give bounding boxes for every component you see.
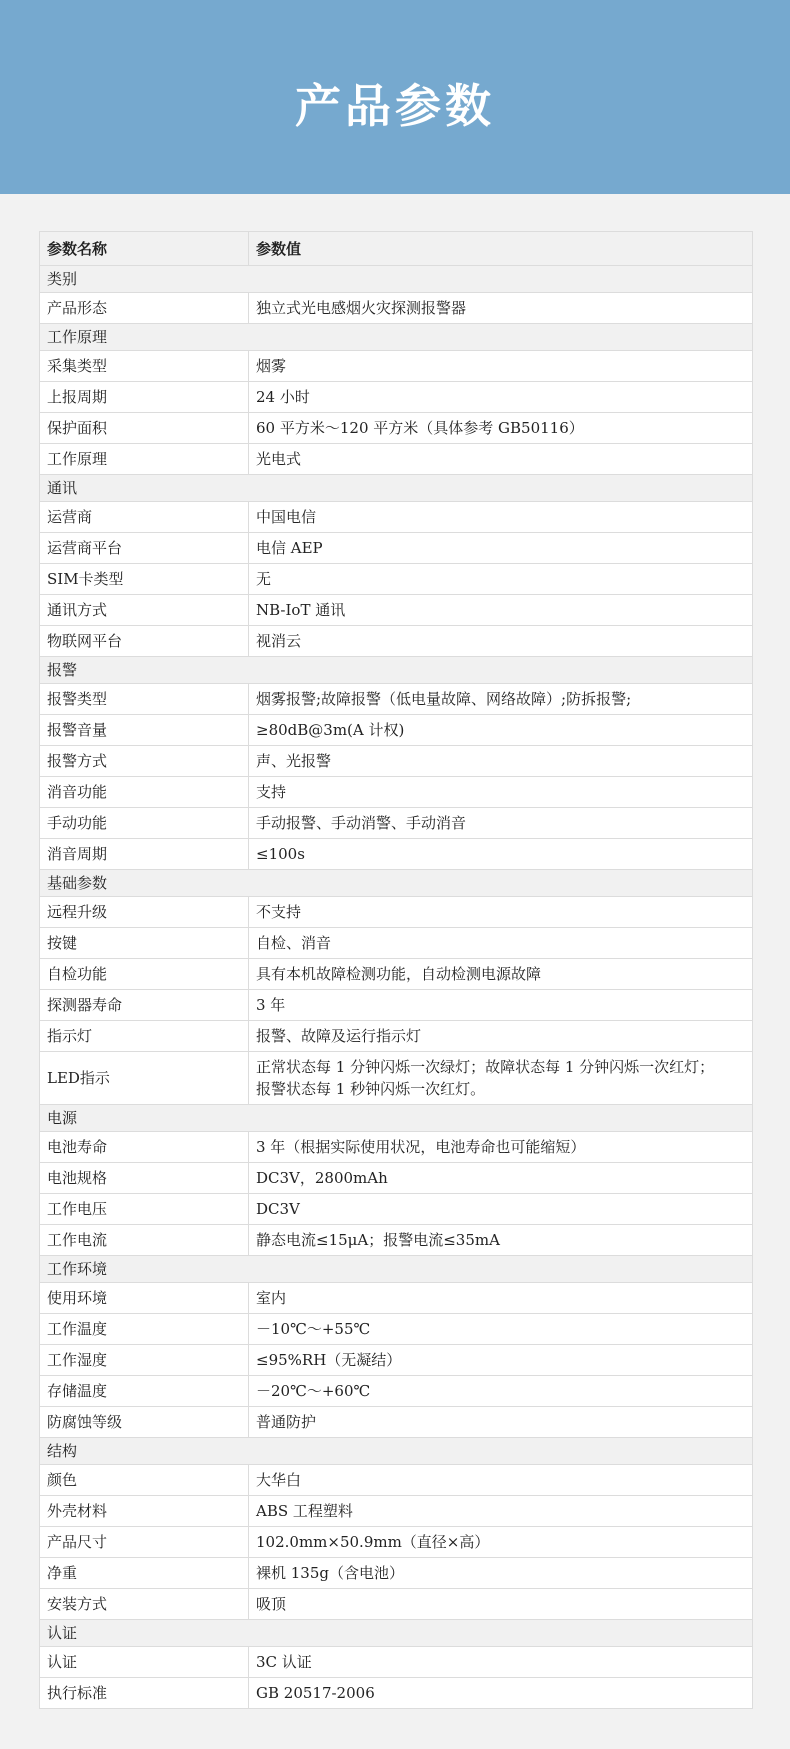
param-value: 静态电流≤15μA；报警电流≤35mA — [249, 1225, 753, 1256]
param-value: 大华白 — [249, 1465, 753, 1496]
param-name: 消音功能 — [40, 777, 249, 808]
table-row — [40, 839, 753, 870]
param-name: 存储温度 — [40, 1376, 249, 1407]
title-banner — [0, 0, 790, 194]
table-row — [40, 564, 753, 595]
table-row — [40, 928, 753, 959]
table-row — [40, 1283, 753, 1314]
param-name: 指示灯 — [40, 1021, 249, 1052]
param-value: GB 20517-2006 — [249, 1678, 753, 1709]
param-value: 手动报警、手动消警、手动消音 — [249, 808, 753, 839]
param-name: 运营商平台 — [40, 533, 249, 564]
param-name: 消音周期 — [40, 839, 249, 870]
param-name: 执行标准 — [40, 1678, 249, 1709]
param-value: ABS 工程塑料 — [249, 1496, 753, 1527]
param-value: 报警、故障及运行指示灯 — [249, 1021, 753, 1052]
param-name: 远程升级 — [40, 897, 249, 928]
section-label: 工作环境 — [40, 1256, 753, 1283]
section-row — [40, 657, 753, 684]
param-value: 60 平方米～120 平方米（具体参考 GB50116） — [249, 413, 753, 444]
table-row — [40, 502, 753, 533]
section-label: 基础参数 — [40, 870, 753, 897]
param-value: －10℃～+55℃ — [249, 1314, 753, 1345]
section-label: 结构 — [40, 1438, 753, 1465]
page-title: 产品参数 — [295, 79, 495, 133]
param-name: 采集类型 — [40, 351, 249, 382]
param-value: 独立式光电感烟火灾探测报警器 — [249, 293, 753, 324]
table-row — [40, 1678, 753, 1709]
param-name: 物联网平台 — [40, 626, 249, 657]
param-name: 工作温度 — [40, 1314, 249, 1345]
param-value: 不支持 — [249, 897, 753, 928]
param-value: ≤95%RH（无凝结） — [249, 1345, 753, 1376]
param-value: ≥80dB@3m(A 计权) — [249, 715, 753, 746]
param-value: 光电式 — [249, 444, 753, 475]
param-name: 使用环境 — [40, 1283, 249, 1314]
table-row — [40, 351, 753, 382]
table-row — [40, 715, 753, 746]
param-name: 工作原理 — [40, 444, 249, 475]
param-name: 自检功能 — [40, 959, 249, 990]
table-header-row — [40, 232, 753, 266]
table-row — [40, 1376, 753, 1407]
param-value: 3C 认证 — [249, 1647, 753, 1678]
param-value: 裸机 135g（含电池） — [249, 1558, 753, 1589]
section-row — [40, 1105, 753, 1132]
table-row — [40, 293, 753, 324]
param-value: 无 — [249, 564, 753, 595]
param-name: LED指示 — [40, 1052, 249, 1105]
param-value: －20℃～+60℃ — [249, 1376, 753, 1407]
param-name: 净重 — [40, 1558, 249, 1589]
param-name: 认证 — [40, 1647, 249, 1678]
param-name: 按键 — [40, 928, 249, 959]
param-value — [249, 1052, 753, 1105]
param-name: 通讯方式 — [40, 595, 249, 626]
table-row — [40, 808, 753, 839]
param-value: 中国电信 — [249, 502, 753, 533]
table-row — [40, 626, 753, 657]
param-value: 室内 — [249, 1283, 753, 1314]
param-name: 产品形态 — [40, 293, 249, 324]
param-value: 具有本机故障检测功能，自动检测电源故障 — [249, 959, 753, 990]
param-name: 产品尺寸 — [40, 1527, 249, 1558]
param-name: 探测器寿命 — [40, 990, 249, 1021]
param-value: 普通防护 — [249, 1407, 753, 1438]
table-row — [40, 1314, 753, 1345]
param-name: 报警方式 — [40, 746, 249, 777]
param-name: 手动功能 — [40, 808, 249, 839]
param-name: 保护面积 — [40, 413, 249, 444]
param-name: 报警类型 — [40, 684, 249, 715]
section-row — [40, 1256, 753, 1283]
table-row — [40, 595, 753, 626]
param-value: 自检、消音 — [249, 928, 753, 959]
param-name: 上报周期 — [40, 382, 249, 413]
table-row — [40, 1407, 753, 1438]
table-row — [40, 897, 753, 928]
params-table-container — [39, 231, 753, 1709]
header-param-name: 参数名称 — [40, 232, 249, 266]
params-table — [39, 231, 753, 1709]
param-value: 支持 — [249, 777, 753, 808]
param-name: 工作电压 — [40, 1194, 249, 1225]
section-label: 认证 — [40, 1620, 753, 1647]
param-value: 3 年 — [249, 990, 753, 1021]
section-label: 类别 — [40, 266, 753, 293]
table-row — [40, 684, 753, 715]
table-row — [40, 1021, 753, 1052]
param-name: 工作电流 — [40, 1225, 249, 1256]
param-value: DC3V — [249, 1194, 753, 1225]
table-row — [40, 1052, 753, 1105]
param-name: 电池规格 — [40, 1163, 249, 1194]
param-value: 102.0mm×50.9mm（直径×高） — [249, 1527, 753, 1558]
section-row — [40, 870, 753, 897]
table-row — [40, 1558, 753, 1589]
section-row — [40, 1620, 753, 1647]
table-row — [40, 1647, 753, 1678]
param-value-line: 正常状态每 1 分钟闪烁一次绿灯；故障状态每 1 分钟闪烁一次红灯； — [256, 1058, 715, 1076]
param-name: 运营商 — [40, 502, 249, 533]
table-row — [40, 1163, 753, 1194]
section-row — [40, 475, 753, 502]
param-value: 视消云 — [249, 626, 753, 657]
param-value: NB-IoT 通讯 — [249, 595, 753, 626]
table-row — [40, 1496, 753, 1527]
param-value: 电信 AEP — [249, 533, 753, 564]
param-value: 烟雾 — [249, 351, 753, 382]
param-value-line: 报警状态每 1 秒钟闪烁一次红灯。 — [256, 1080, 486, 1098]
section-label: 工作原理 — [40, 324, 753, 351]
param-value: DC3V，2800mAh — [249, 1163, 753, 1194]
param-name: 颜色 — [40, 1465, 249, 1496]
param-name: SIM卡类型 — [40, 564, 249, 595]
param-value: 24 小时 — [249, 382, 753, 413]
param-value: 吸顶 — [249, 1589, 753, 1620]
table-row — [40, 777, 753, 808]
param-value: 声、光报警 — [249, 746, 753, 777]
table-row — [40, 382, 753, 413]
table-row — [40, 1194, 753, 1225]
table-row — [40, 413, 753, 444]
table-row — [40, 1589, 753, 1620]
param-name: 报警音量 — [40, 715, 249, 746]
param-name: 外壳材料 — [40, 1496, 249, 1527]
table-row — [40, 1225, 753, 1256]
param-value: 3 年（根据实际使用状况，电池寿命也可能缩短） — [249, 1132, 753, 1163]
section-row — [40, 1438, 753, 1465]
param-name: 防腐蚀等级 — [40, 1407, 249, 1438]
section-row — [40, 324, 753, 351]
table-row — [40, 1527, 753, 1558]
table-row — [40, 990, 753, 1021]
table-row — [40, 1465, 753, 1496]
table-row — [40, 959, 753, 990]
table-row — [40, 533, 753, 564]
table-row — [40, 746, 753, 777]
table-row — [40, 1345, 753, 1376]
section-label: 电源 — [40, 1105, 753, 1132]
section-row — [40, 266, 753, 293]
param-value: 烟雾报警;故障报警（低电量故障、网络故障）;防拆报警; — [249, 684, 753, 715]
table-row — [40, 444, 753, 475]
param-name: 电池寿命 — [40, 1132, 249, 1163]
section-label: 报警 — [40, 657, 753, 684]
param-name: 安装方式 — [40, 1589, 249, 1620]
param-name: 工作湿度 — [40, 1345, 249, 1376]
param-value: ≤100s — [249, 839, 753, 870]
header-param-value: 参数值 — [249, 232, 753, 266]
table-row — [40, 1132, 753, 1163]
section-label: 通讯 — [40, 475, 753, 502]
